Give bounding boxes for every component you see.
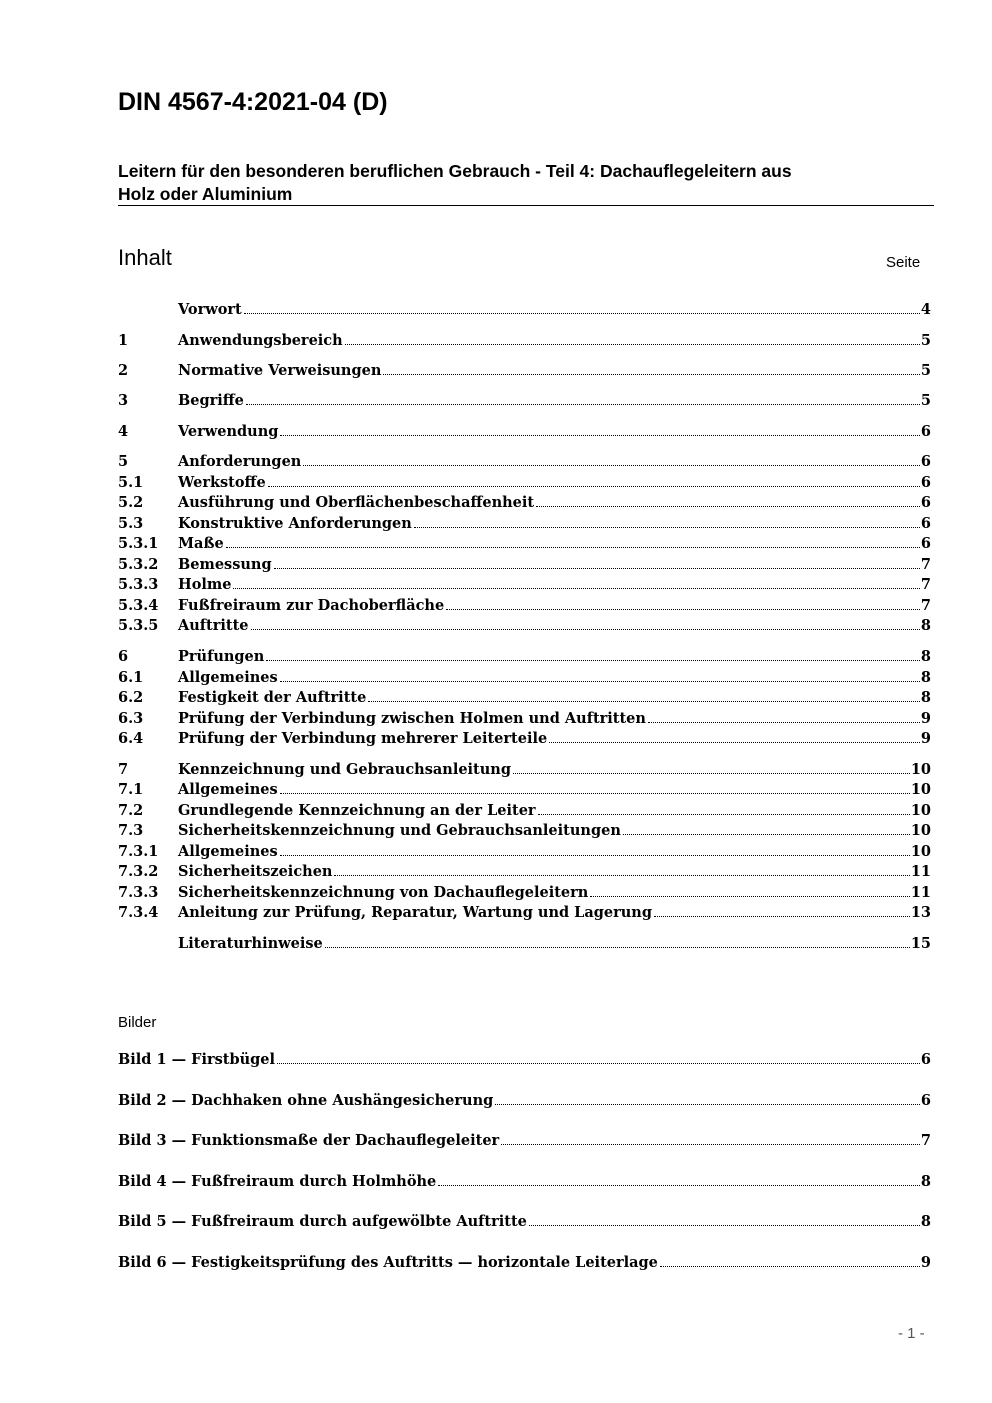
document-title: DIN 4567-4:2021-04 (D) bbox=[118, 88, 388, 116]
figure-entry-page: 6 bbox=[920, 1092, 931, 1109]
toc-entry-page: 5 bbox=[920, 362, 931, 379]
toc-entry[interactable] bbox=[118, 574, 931, 594]
toc-entry-number: 5.3.3 bbox=[118, 576, 159, 593]
dot-leader bbox=[251, 629, 920, 630]
toc-entry-number: 5.3 bbox=[118, 515, 144, 532]
toc-entry[interactable] bbox=[118, 667, 931, 687]
dot-leader bbox=[268, 486, 920, 487]
dot-leader bbox=[383, 374, 920, 375]
figure-entry[interactable] bbox=[118, 1049, 931, 1069]
toc-entry-number: 7.3.4 bbox=[118, 904, 159, 921]
subtitle-line-1: Leitern für den besonderen beruflichen Gebrauch - Teil 4: Dachauflegeleitern aus bbox=[118, 161, 792, 181]
toc-entry-page: 10 bbox=[910, 843, 931, 860]
toc-entry-title: Normative Verweisungen bbox=[178, 362, 382, 379]
toc-entry-page: 5 bbox=[920, 332, 931, 349]
dot-leader bbox=[654, 916, 910, 917]
toc-entry-title: Sicherheitskennzeichnung von Dachauflegeleitern bbox=[178, 884, 589, 901]
figure-entry-title: Bild 6 — Festigkeitsprüfung des Auftritts — horizontale Leiterlage bbox=[118, 1254, 658, 1271]
subtitle-line-2: Holz oder Aluminium bbox=[118, 184, 293, 204]
figure-entry-title: Bild 5 — Fußfreiraum durch aufgewölbte Auftritte bbox=[118, 1213, 527, 1230]
toc-entry-title: Ausführung und Oberflächenbeschaffenheit bbox=[178, 494, 535, 511]
toc-entry[interactable] bbox=[118, 902, 931, 922]
toc-entry-page: 4 bbox=[920, 301, 931, 318]
figure-entry-title: Bild 3 — Funktionsmaße der Dachauflegeleiter bbox=[118, 1132, 500, 1149]
toc-entry-page: 8 bbox=[920, 648, 931, 665]
toc-entry-title: Allgemeines bbox=[178, 781, 278, 798]
dot-leader bbox=[648, 722, 920, 723]
toc-entry-number: 1 bbox=[118, 332, 129, 349]
toc-entry-number: 5.1 bbox=[118, 474, 144, 491]
toc-entry-title: Prüfung der Verbindung zwischen Holmen und Auftritten bbox=[178, 710, 646, 727]
toc-entry-number: 7.3.1 bbox=[118, 843, 159, 860]
dot-leader bbox=[414, 527, 920, 528]
toc-entry-title: Bemessung bbox=[178, 556, 272, 573]
toc-entry-number: 3 bbox=[118, 392, 129, 409]
figure-entry[interactable] bbox=[118, 1090, 931, 1110]
dot-leader bbox=[274, 568, 920, 569]
dot-leader bbox=[334, 875, 909, 876]
dot-leader bbox=[345, 344, 920, 345]
toc-entry-page: 6 bbox=[920, 515, 931, 532]
toc-entry-number: 4 bbox=[118, 423, 129, 440]
toc-entry[interactable] bbox=[118, 708, 931, 728]
toc-entry-page: 8 bbox=[920, 689, 931, 706]
toc-entry-page: 8 bbox=[920, 669, 931, 686]
dot-leader bbox=[513, 773, 910, 774]
dot-leader bbox=[446, 609, 920, 610]
toc-entry-title: Literaturhinweise bbox=[178, 935, 323, 952]
figure-entry[interactable] bbox=[118, 1252, 931, 1272]
toc-entry-page: 13 bbox=[910, 904, 931, 921]
contents-heading: Inhalt bbox=[118, 245, 172, 270]
toc-entry-title: Fußfreiraum zur Dachoberfläche bbox=[178, 597, 445, 614]
toc-entry-number: 7.3.3 bbox=[118, 884, 159, 901]
toc-entry-title: Grundlegende Kennzeichnung an der Leiter bbox=[178, 802, 536, 819]
figure-entry-title: Bild 1 — Firstbügel bbox=[118, 1051, 276, 1068]
figure-entry-title: Bild 2 — Dachhaken ohne Aushängesicherung bbox=[118, 1092, 494, 1109]
figure-entry[interactable] bbox=[118, 1171, 931, 1191]
toc-entry[interactable] bbox=[118, 554, 931, 574]
toc-entry[interactable] bbox=[118, 595, 931, 615]
dot-leader bbox=[280, 793, 910, 794]
toc-entry[interactable] bbox=[118, 451, 931, 471]
toc-entry[interactable] bbox=[118, 533, 931, 553]
toc-entry-title: Prüfungen bbox=[178, 648, 265, 665]
figure-entry-page: 7 bbox=[920, 1132, 931, 1149]
toc-entry-number: 5.2 bbox=[118, 494, 144, 511]
figure-entry-title: Bild 4 — Fußfreiraum durch Holmhöhe bbox=[118, 1173, 437, 1190]
toc-entry-page: 6 bbox=[920, 423, 931, 440]
dot-leader bbox=[623, 834, 910, 835]
toc-entry[interactable] bbox=[118, 492, 931, 512]
page-number: - 1 - bbox=[898, 1325, 925, 1342]
toc-entry[interactable] bbox=[118, 841, 931, 861]
toc-entry[interactable] bbox=[118, 759, 931, 779]
toc-entry-title: Verwendung bbox=[178, 423, 279, 440]
toc-entry-page: 6 bbox=[920, 494, 931, 511]
toc-entry-title: Anforderungen bbox=[178, 453, 302, 470]
toc-entry[interactable] bbox=[118, 330, 931, 350]
toc-entry-page: 7 bbox=[920, 576, 931, 593]
toc-entry-number: 5 bbox=[118, 453, 129, 470]
dot-leader bbox=[303, 465, 920, 466]
toc-entry-title: Holme bbox=[178, 576, 232, 593]
toc-entry-title: Sicherheitszeichen bbox=[178, 863, 333, 880]
dot-leader bbox=[266, 660, 920, 661]
figure-entry-page: 8 bbox=[920, 1213, 931, 1230]
toc-entry-title: Prüfung der Verbindung mehrerer Leiterteile bbox=[178, 730, 548, 747]
toc-entry-title: Anleitung zur Prüfung, Reparatur, Wartung und Lagerung bbox=[178, 904, 652, 921]
toc-entry-title: Konstruktive Anforderungen bbox=[178, 515, 412, 532]
dot-leader bbox=[529, 1225, 920, 1226]
toc-entry-number: 6.3 bbox=[118, 710, 144, 727]
toc-entry-page: 9 bbox=[920, 730, 931, 747]
figure-entry[interactable] bbox=[118, 1211, 931, 1231]
document-subtitle bbox=[118, 160, 918, 206]
toc-entry-number: 7 bbox=[118, 761, 129, 778]
toc-entry[interactable] bbox=[118, 513, 931, 533]
page-column-label: Seite bbox=[886, 254, 921, 271]
toc-entry[interactable] bbox=[118, 779, 931, 799]
toc-entry-page: 10 bbox=[910, 761, 931, 778]
toc-entry-page: 5 bbox=[920, 392, 931, 409]
toc-entry-number: 5.3.2 bbox=[118, 556, 159, 573]
toc-entry-number: 7.1 bbox=[118, 781, 144, 798]
toc-entry-number: 5.3.1 bbox=[118, 535, 159, 552]
toc-entry-number: 6.2 bbox=[118, 689, 144, 706]
dot-leader bbox=[226, 547, 920, 548]
toc-entry-title: Festigkeit der Auftritte bbox=[178, 689, 367, 706]
figure-entry-page: 9 bbox=[920, 1254, 931, 1271]
toc-entry-page: 11 bbox=[910, 863, 931, 880]
toc-entry-page: 7 bbox=[920, 556, 931, 573]
toc-entry-number: 7.3 bbox=[118, 822, 144, 839]
toc-entry-number: 5.3.5 bbox=[118, 617, 159, 634]
toc-entry-number: 6 bbox=[118, 648, 129, 665]
toc-entry-page: 10 bbox=[910, 822, 931, 839]
toc-entry[interactable] bbox=[118, 882, 931, 902]
toc-entry[interactable] bbox=[118, 861, 931, 881]
title-divider bbox=[118, 205, 934, 206]
toc-entry-page: 10 bbox=[910, 802, 931, 819]
toc-entry-page: 7 bbox=[920, 597, 931, 614]
toc-entry[interactable] bbox=[118, 820, 931, 840]
toc-entry[interactable] bbox=[118, 646, 931, 666]
dot-leader bbox=[438, 1185, 920, 1186]
toc-entry-title: Vorwort bbox=[178, 301, 242, 318]
toc-entry[interactable] bbox=[118, 800, 931, 820]
toc-entry-title: Allgemeines bbox=[178, 843, 278, 860]
toc-entry-number: 7.2 bbox=[118, 802, 144, 819]
toc-entry-number: 5.3.4 bbox=[118, 597, 159, 614]
figure-entry-page: 8 bbox=[920, 1173, 931, 1190]
toc-entry-page: 6 bbox=[920, 453, 931, 470]
dot-leader bbox=[325, 947, 910, 948]
toc-entry[interactable] bbox=[118, 933, 931, 953]
toc-entry-title: Allgemeines bbox=[178, 669, 278, 686]
toc-entry[interactable] bbox=[118, 728, 931, 748]
toc-entry-page: 6 bbox=[920, 474, 931, 491]
toc-entry-title: Anwendungsbereich bbox=[178, 332, 343, 349]
dot-leader bbox=[244, 313, 920, 314]
dot-leader bbox=[246, 404, 920, 405]
toc-entry[interactable] bbox=[118, 390, 931, 410]
toc-entry[interactable] bbox=[118, 615, 931, 635]
toc-entry-title: Kennzeichnung und Gebrauchsanleitung bbox=[178, 761, 511, 778]
toc-entry-page: 9 bbox=[920, 710, 931, 727]
toc-entry-number: 2 bbox=[118, 362, 129, 379]
toc-entry-page: 10 bbox=[910, 781, 931, 798]
figure-entry[interactable] bbox=[118, 1130, 931, 1150]
toc-entry-page: 8 bbox=[920, 617, 931, 634]
dot-leader bbox=[501, 1144, 920, 1145]
toc-entry[interactable] bbox=[118, 687, 931, 707]
dot-leader bbox=[280, 681, 920, 682]
toc-entry[interactable] bbox=[118, 299, 931, 319]
figures-heading: Bilder bbox=[118, 1014, 157, 1031]
dot-leader bbox=[280, 435, 920, 436]
figure-entry-page: 6 bbox=[920, 1051, 931, 1068]
toc-entry-page: 11 bbox=[910, 884, 931, 901]
dot-leader bbox=[368, 701, 920, 702]
dot-leader bbox=[495, 1104, 920, 1105]
toc-entry-page: 6 bbox=[920, 535, 931, 552]
dot-leader bbox=[280, 855, 910, 856]
toc-entry-number: 6.1 bbox=[118, 669, 144, 686]
dot-leader bbox=[660, 1266, 920, 1267]
dot-leader bbox=[536, 506, 920, 507]
toc-entry-number: 6.4 bbox=[118, 730, 144, 747]
dot-leader bbox=[277, 1063, 920, 1064]
toc-entry-title: Sicherheitskennzeichnung und Gebrauchsanleitungen bbox=[178, 822, 621, 839]
dot-leader bbox=[538, 814, 910, 815]
toc-entry-title: Werkstoffe bbox=[178, 474, 266, 491]
toc-entry-title: Begriffe bbox=[178, 392, 244, 409]
toc-entry-page: 15 bbox=[910, 935, 931, 952]
dot-leader bbox=[590, 896, 910, 897]
dot-leader bbox=[233, 588, 919, 589]
dot-leader bbox=[549, 742, 920, 743]
toc-entry[interactable] bbox=[118, 360, 931, 380]
toc-entry-title: Maße bbox=[178, 535, 224, 552]
toc-entry[interactable] bbox=[118, 472, 931, 492]
toc-entry-title: Auftritte bbox=[178, 617, 249, 634]
toc-entry-number: 7.3.2 bbox=[118, 863, 159, 880]
toc-entry[interactable] bbox=[118, 421, 931, 441]
